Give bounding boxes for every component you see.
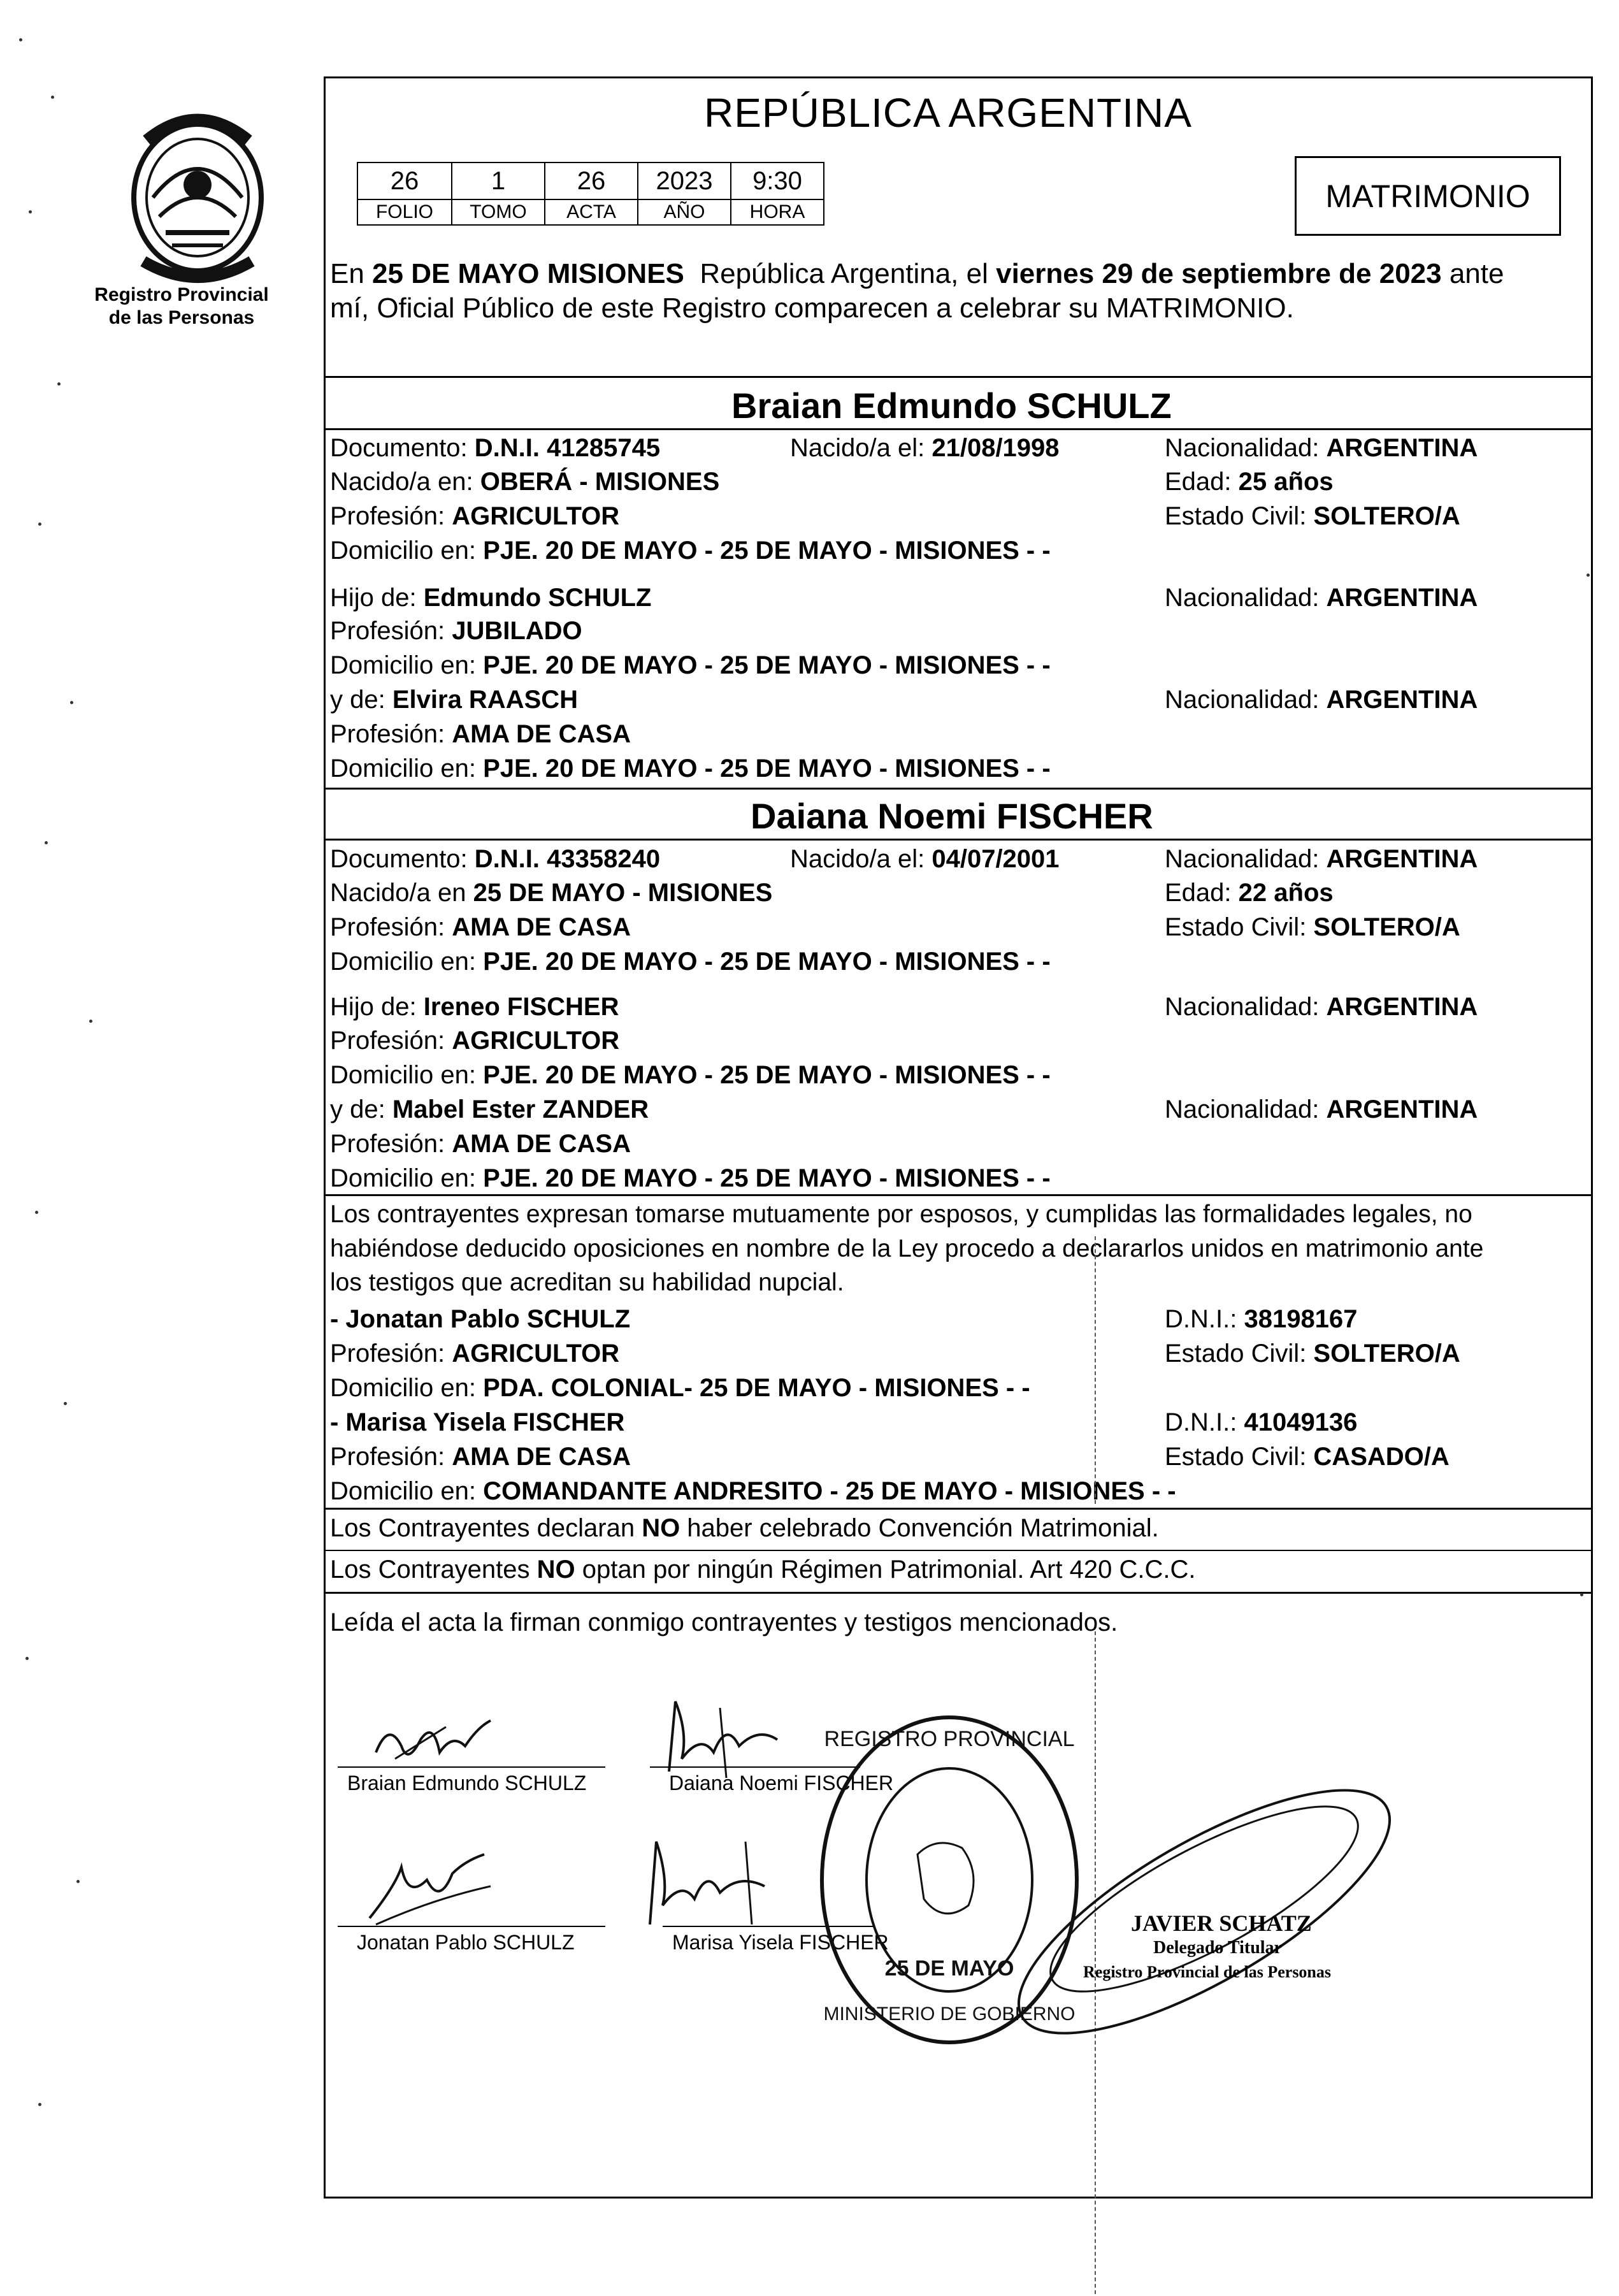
anio-value: 2023 (637, 162, 731, 200)
bride-name: Daiana Noemi FISCHER (751, 796, 1153, 836)
officer-name: JAVIER SCHATZ (1131, 1910, 1312, 1936)
bride-profession: Profesión: AMA DE CASA (330, 913, 631, 941)
bride-signature-caption: Daiana Noemi FISCHER (669, 1772, 894, 1794)
registry-name-line2: de las Personas (108, 307, 255, 328)
bride-mother-profession: Profesión: AMA DE CASA (330, 1130, 631, 1158)
intro-prefix: En (330, 258, 373, 289)
witness1-profession: Profesión: AGRICULTOR (330, 1339, 620, 1368)
handwritten-signature-icon (1013, 1721, 1459, 2052)
signature-witness1 (357, 1848, 510, 1931)
hora-label: HORA (730, 200, 824, 226)
folio-label: FOLIO (357, 200, 452, 226)
witness2-signature-caption: Marisa Yisela FISCHER (672, 1931, 889, 1954)
bride-father-address: Domicilio en: PJE. 20 DE MAYO - 25 DE MAYO - MISIONES - - (330, 1061, 1051, 1089)
convention-line2: Los Contrayentes NO optan por ningún Régimen Patrimonial. Art 420 C.C.C. (330, 1556, 1196, 1584)
declaration-line2: habiéndose deducido oposiciones en nombre de la Ley procedo a declararlos unidos en matrimonio ante (330, 1235, 1484, 1262)
handwritten-signature-icon (650, 1695, 803, 1784)
groom-father-profession: Profesión: JUBILADO (330, 617, 582, 645)
intro-line2: mí, Oficial Público de este Registro comparecen a celebrar su MATRIMONIO. (330, 292, 1294, 324)
bride-age: Edad: 22 años (1165, 879, 1334, 907)
intro-date: viernes 29 de septiembre de 2023 (996, 258, 1442, 289)
fold-mark (1095, 1236, 1096, 1504)
signature-line (338, 1926, 605, 1927)
svg-text:25 DE MAYO: 25 DE MAYO (884, 1956, 1014, 1981)
groom-born-date: Nacido/a el: 21/08/1998 (790, 434, 1060, 462)
groom-age: Edad: 25 años (1165, 468, 1334, 496)
witness1-dni: D.N.I.: 38198167 (1165, 1305, 1358, 1333)
officer-signature (1013, 1721, 1459, 2052)
anio-label: AÑO (637, 200, 731, 226)
witness1-signature-caption: Jonatan Pablo SCHULZ (357, 1931, 575, 1954)
bride-address: Domicilio en: PJE. 20 DE MAYO - 25 DE MAYO - MISIONES - - (330, 948, 1051, 976)
bride-mother-address: Domicilio en: PJE. 20 DE MAYO - 25 DE MAYO - MISIONES - - (330, 1164, 1051, 1192)
groom-doc: Documento: D.N.I. 41285745 (330, 434, 661, 462)
divider (324, 1592, 1593, 1594)
groom-civil-status: Estado Civil: SOLTERO/A (1165, 502, 1460, 530)
acta-label: ACTA (544, 200, 638, 226)
divider (324, 376, 1593, 378)
groom-address: Domicilio en: PJE. 20 DE MAYO - 25 DE MAYO - MISIONES - - (330, 537, 1051, 565)
signature-bride (650, 1695, 803, 1784)
hora-value: 9:30 (730, 162, 824, 200)
svg-text:REGISTRO PROVINCIAL: REGISTRO PROVINCIAL (824, 1727, 1075, 1751)
tomo-label: TOMO (451, 200, 545, 226)
officer-org: Registro Provincial de las Personas (1083, 1963, 1332, 1981)
bride-mother-nationality: Nacionalidad: ARGENTINA (1165, 1095, 1478, 1123)
groom-profession: Profesión: AGRICULTOR (330, 502, 620, 530)
witness1-name: - Jonatan Pablo SCHULZ (330, 1305, 631, 1333)
groom-father: Hijo de: Edmundo SCHULZ (330, 584, 652, 612)
intro-line1 (330, 260, 1504, 288)
declaration-line1: Los contrayentes expresan tomarse mutuamente por esposos, y cumplidas las formalidades legales, no (330, 1201, 1472, 1228)
bride-doc: Documento: D.N.I. 43358240 (330, 845, 661, 873)
svg-text:MINISTERIO DE GOBIERNO: MINISTERIO DE GOBIERNO (823, 2004, 1076, 2025)
record-type-box: MATRIMONIO (1295, 156, 1561, 236)
bride-born-date: Nacido/a el: 04/07/2001 (790, 845, 1060, 873)
groom-mother-profession: Profesión: AMA DE CASA (330, 720, 631, 748)
witness2-profession: Profesión: AMA DE CASA (330, 1443, 631, 1471)
intro-place: 25 DE MAYO MISIONES (372, 258, 684, 289)
acta-value: 26 (544, 162, 638, 200)
groom-mother-nationality: Nacionalidad: ARGENTINA (1165, 686, 1478, 714)
bride-born-place: Nacido/a en 25 DE MAYO - MISIONES (330, 879, 773, 907)
intro-suffix: ante (1441, 258, 1504, 289)
groom-signature-caption: Braian Edmundo SCHULZ (347, 1772, 587, 1794)
divider (324, 1194, 1593, 1196)
bride-nationality: Nacionalidad: ARGENTINA (1165, 845, 1478, 873)
witness2-name: - Marisa Yisela FISCHER (330, 1408, 625, 1436)
witness2-address: Domicilio en: COMANDANTE ANDRESITO - 25 DE MAYO - MISIONES - - (330, 1477, 1176, 1505)
provincial-seal-icon (108, 102, 287, 287)
divider (324, 788, 1593, 790)
bride-civil-status: Estado Civil: SOLTERO/A (1165, 913, 1460, 941)
tomo-value: 1 (451, 162, 545, 200)
intro-mid: República Argentina, el (684, 258, 997, 289)
groom-mother-address: Domicilio en: PJE. 20 DE MAYO - 25 DE MAYO - MISIONES - - (330, 755, 1051, 783)
convention-line1: Los Contrayentes declaran NO haber celebrado Convención Matrimonial. (330, 1514, 1159, 1542)
divider (324, 1508, 1593, 1510)
witness2-civil-status: Estado Civil: CASADO/A (1165, 1443, 1450, 1471)
handwritten-signature-icon (357, 1848, 510, 1931)
registry-logo (108, 102, 287, 287)
groom-nationality: Nacionalidad: ARGENTINA (1165, 434, 1478, 462)
bride-father-profession: Profesión: AGRICULTOR (330, 1027, 620, 1055)
divider (324, 839, 1593, 841)
officer-role: Delegado Titular (1153, 1938, 1282, 1958)
groom-mother: y de: Elvira RAASCH (330, 686, 579, 714)
groom-name: Braian Edmundo SCHULZ (731, 386, 1172, 426)
divider (324, 428, 1593, 430)
closing-text: Leída el acta la firman conmigo contrayentes y testigos mencionados. (330, 1608, 1118, 1636)
witness2-dni: D.N.I.: 41049136 (1165, 1408, 1358, 1436)
handwritten-signature-icon (637, 1829, 803, 1931)
country-title: REPÚBLICA ARGENTINA (704, 90, 1192, 136)
groom-born-place: Nacido/a en: OBERÁ - MISIONES (330, 468, 720, 496)
folio-value: 26 (357, 162, 452, 200)
groom-father-address: Domicilio en: PJE. 20 DE MAYO - 25 DE MAYO - MISIONES - - (330, 651, 1051, 679)
bride-father: Hijo de: Ireneo FISCHER (330, 993, 619, 1021)
registry-name-line1: Registro Provincial (94, 284, 269, 305)
groom-father-nationality: Nacionalidad: ARGENTINA (1165, 584, 1478, 612)
witness1-civil-status: Estado Civil: SOLTERO/A (1165, 1339, 1460, 1368)
bride-mother: y de: Mabel Ester ZANDER (330, 1095, 649, 1123)
witness1-address: Domicilio en: PDA. COLONIAL- 25 DE MAYO - MISIONES - - (330, 1374, 1030, 1402)
divider (324, 1550, 1593, 1551)
signature-line (338, 1766, 605, 1768)
bride-father-nationality: Nacionalidad: ARGENTINA (1165, 993, 1478, 1021)
signature-witness2 (637, 1829, 803, 1931)
declaration-line3: los testigos que acreditan su habilidad nupcial. (330, 1269, 844, 1296)
